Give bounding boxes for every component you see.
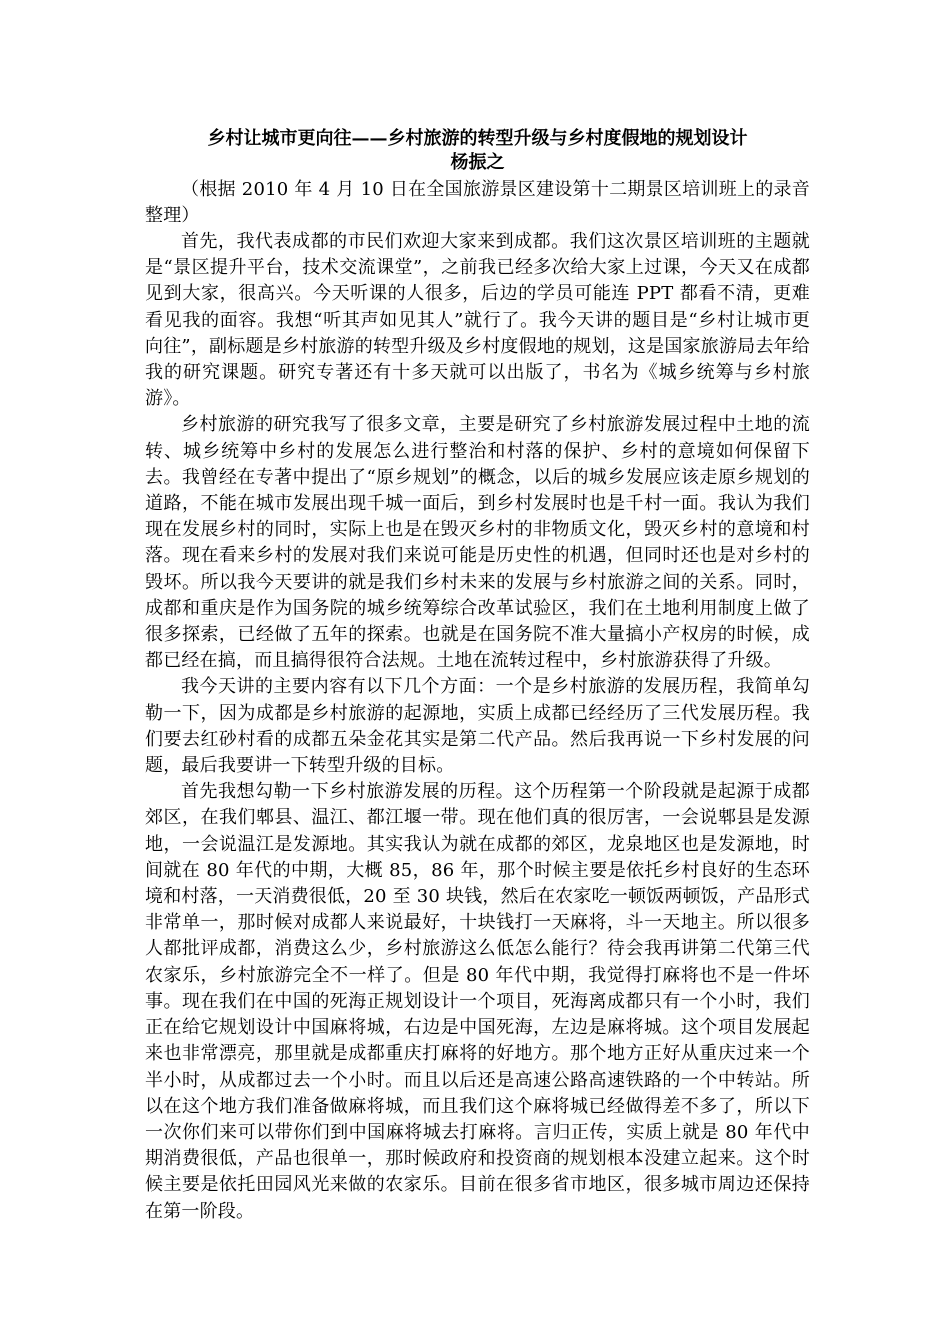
paragraph-history: 首先我想勾勒一下乡村旅游发展的历程。这个历程第一个阶段就是起源于成都郊区，在我们郫县、温江、都江堰一带。现在他们真的很厉害，一会说郫县是发源地，一会说温江是发源地。其实我认为就在成都的郊区，龙泉地区也是发源地，时间就在 80 年代的中期，大概 85，86 年，那个时候主要是依托乡村良好的生态环境和村落，一天消费很低，20 至 30 块钱，然后在农家吃一顿饭两顿饭，产品形式非常单一，那时候对成都人来说最好，十块钱打一天麻将，斗一天地主。所以很多人都批评成都，消费这么少，乡村旅游这么低怎么能行？待会我再讲第二代第三代农家乐，乡村旅游完全不一样了。但是 80 年代中期，我觉得打麻将也不是一件坏事。现在我们在中国的死海正规划设计一个项目，死海离成都只有一个小时，我们正在给它规划设计中国麻将城，右边是中国死海，左边是麻将城。这个项目发展起来也非常漂亮，那里就是成都重庆打麻将的好地方。那个地方正好从重庆过来一个半小时，从成都过去一个小时。而且以后还是高速公路高速铁路的一个中转站。所以在这个地方我们准备做麻将城，而且我们这个麻将城已经做得差不多了，所以下一次你们来可以带你们到中国麻将城去打麻将。言归正传，实质上就是 80 年代中期消费很低，产品也很单一，那时候政府和投资商的规划根本没建立起来。这个时候主要是依托田园风光来做的农家乐。目前在很多省市地区，很多城市周边还保持在第一阶段。 — [145, 781, 810, 1222]
document-body — [145, 127, 810, 1225]
paragraph-outline: 我今天讲的主要内容有以下几个方面：一个是乡村旅游的发展历程，我简单勾勒一下，因为成都是乡村旅游的起源地，实质上成都已经经历了三代发展历程。我们要去红砂村看的成都五朵金花其实是第二代产品。然后我再说一下乡村发展的问题，最后我要讲一下转型升级的目标。 — [145, 676, 810, 777]
source-note: （根据 2010 年 4 月 10 日在全国旅游景区建设第十二期景区培训班上的录音整理） — [145, 179, 810, 226]
paragraph-research: 乡村旅游的研究我写了很多文章，主要是研究了乡村旅游发展过程中土地的流转、城乡统筹中乡村的发展怎么进行整治和村落的保护、乡村的意境如何保留下去。我曾经在专著中提出了“原乡规划”的概念，以后的城乡发展应该走原乡规划的道路，不能在城市发展出现千城一面后，到乡村发展时也是千村一面。我认为我们现在发展乡村的同时，实际上也是在毁灭乡村的非物质文化，毁灭乡村的意境和村落。现在看来乡村的发展对我们来说可能是历史性的机遇，但同时还也是对乡村的毁坏。所以我今天要讲的就是我们乡村未来的发展与乡村旅游之间的关系。同时，成都和重庆是作为国务院的城乡统筹综合改革试验区，我们在土地利用制度上做了很多探索，已经做了五年的探索。也就是在国务院不准大量搞小产权房的时候，成都已经在搞，而且搞得很符合法规。土地在流转过程中，乡村旅游获得了升级。 — [145, 414, 810, 672]
paragraph-intro: 首先，我代表成都的市民们欢迎大家来到成都。我们这次景区培训班的主题就是“景区提升平台，技术交流课堂”，之前我已经多次给大家上过课，今天又在成都见到大家，很高兴。今天听课的人很多，后边的学员可能连 PPT 都看不清，更难看见我的面容。我想“听其声如见其人”就行了。我今天讲的题目是“乡村让城市更向往”，副标题是乡村旅游的转型升级及乡村度假地的规划，这是国家旅游局去年给我的研究课题。研究专著还有十多天就可以出版了，书名为《城乡统筹与乡村旅游》。 — [145, 231, 810, 410]
document-author: 杨振之 — [450, 152, 505, 173]
document-title: 乡村让城市更向往——乡村旅游的转型升级与乡村度假地的规划设计 — [207, 128, 748, 149]
